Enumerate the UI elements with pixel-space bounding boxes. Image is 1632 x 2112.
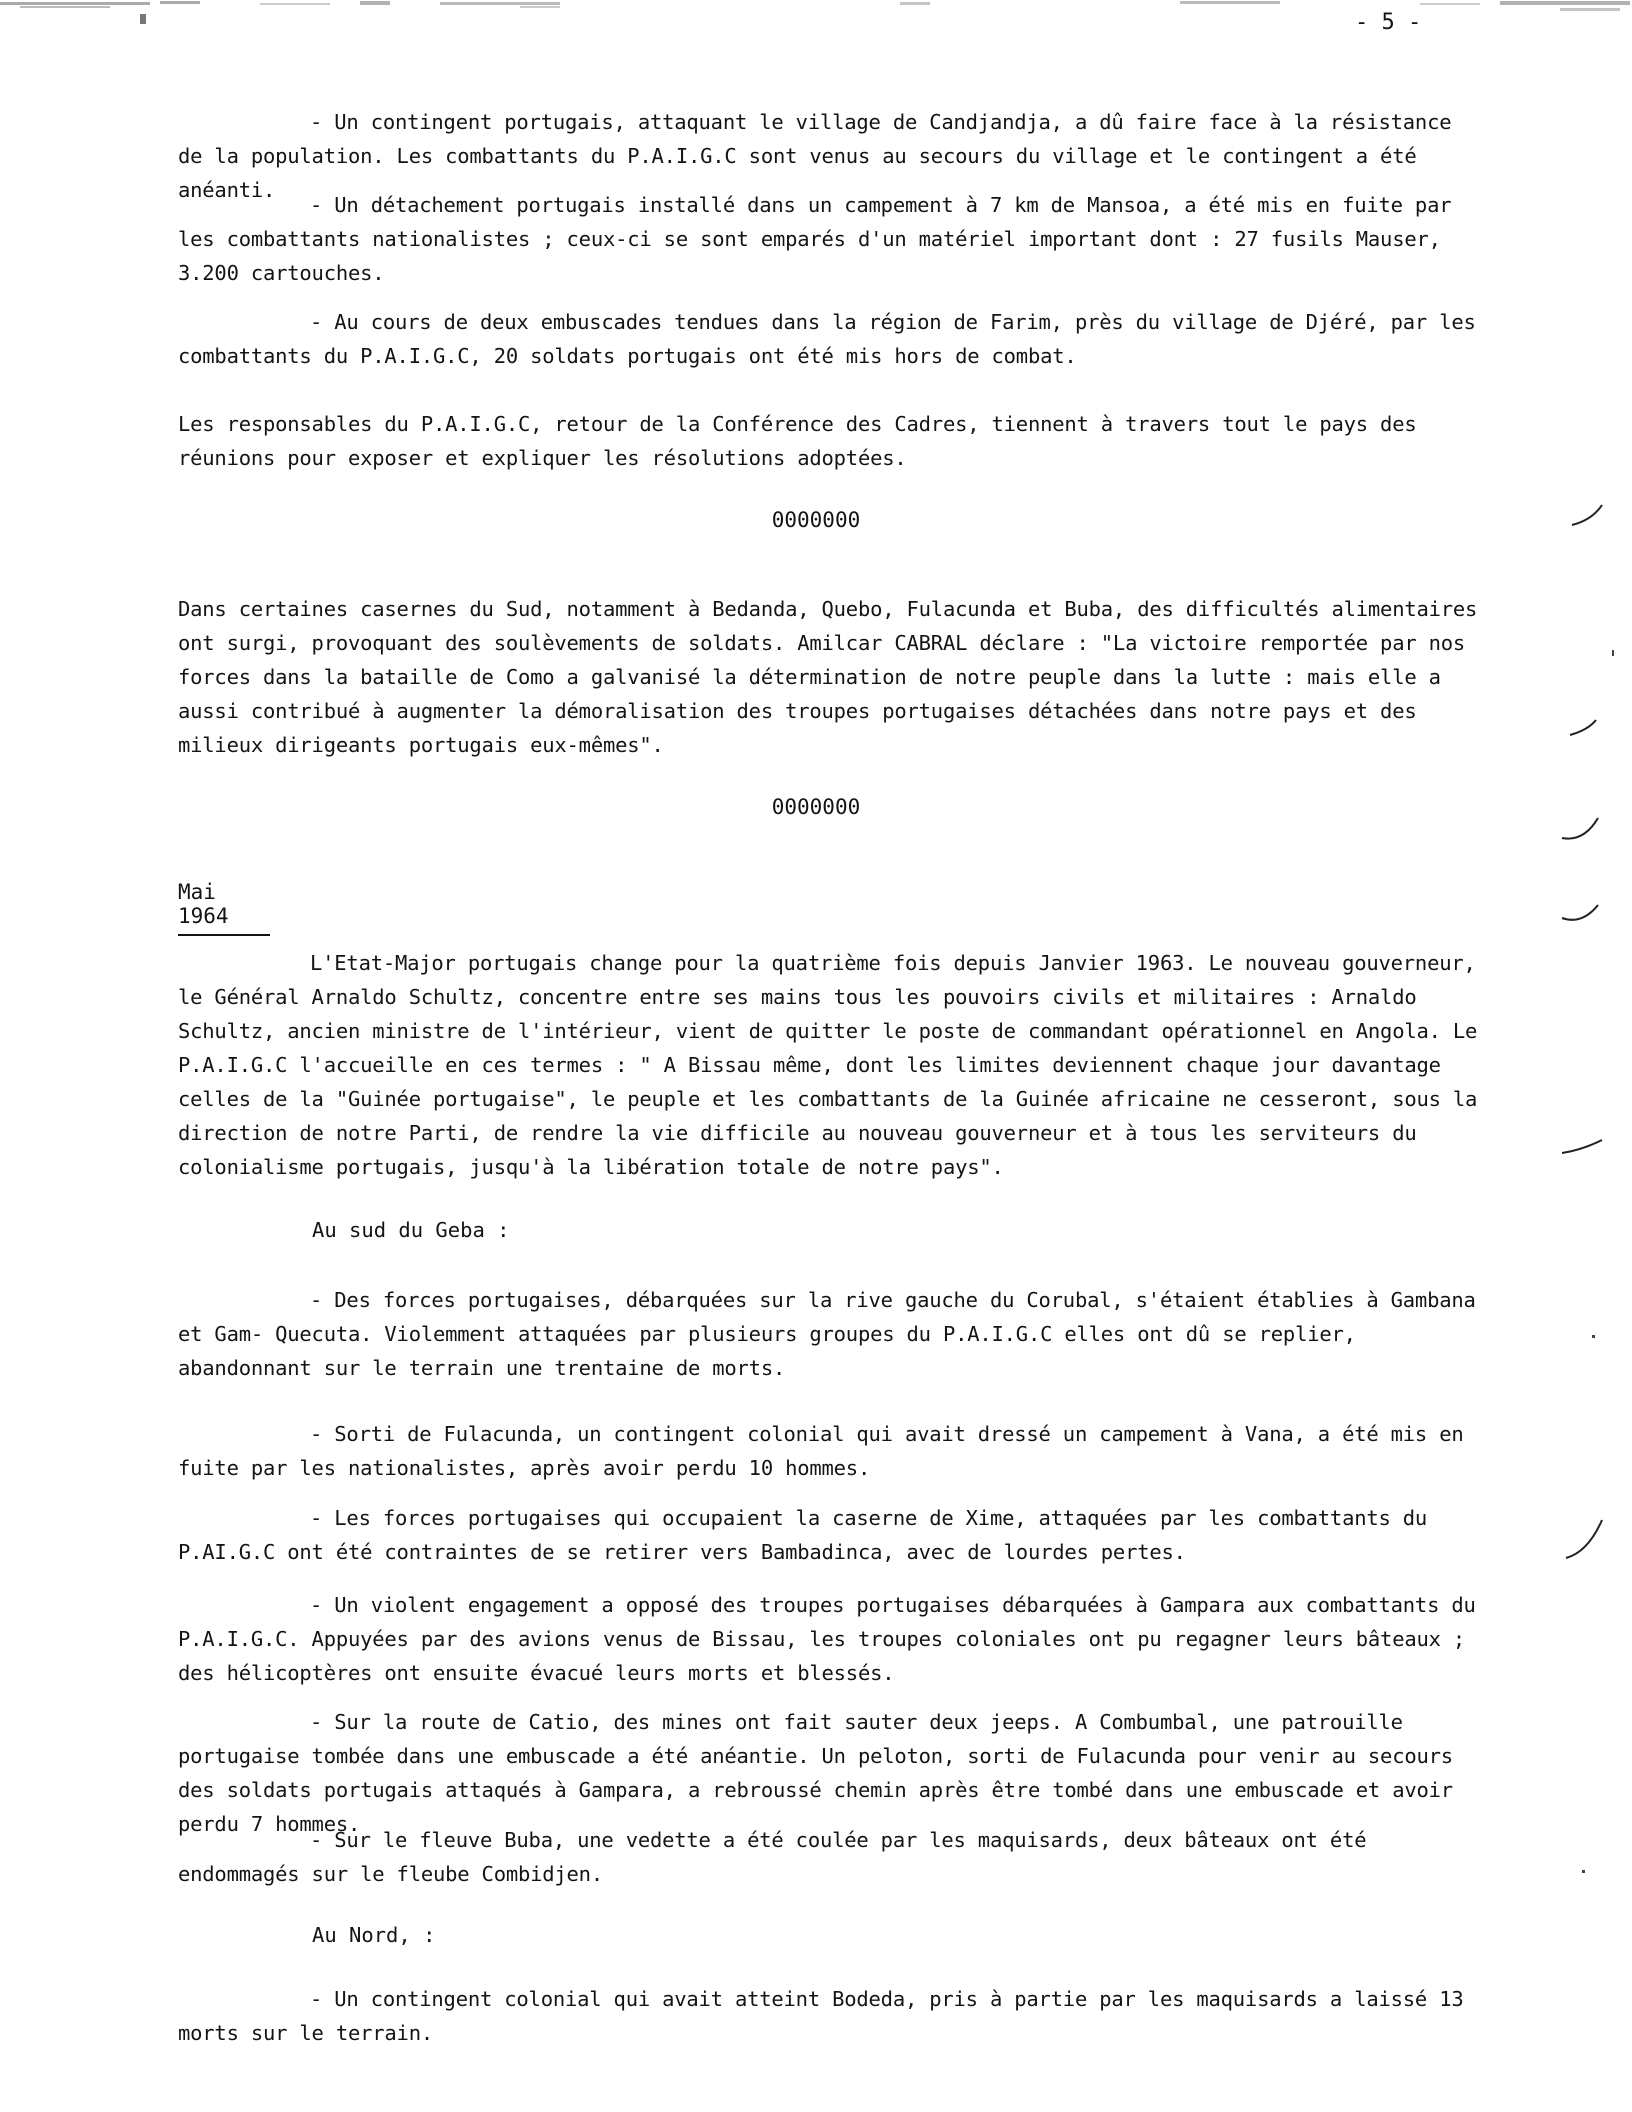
paragraph-text: - Sur le fleuve Buba, une vedette a été coulée par les maquisards, deux bâteaux ont été endommagés sur le fleube Combidjen. bbox=[178, 1828, 1379, 1886]
paragraph-text: - Des forces portugaises, débarquées sur la rive gauche du Corubal, s'étaient établies à Gambana et Gam- Quecuta. Violemment attaquées par plusieurs groupes du P.A.I.G.C elles ont dû se replier, abandonnant sur le terrain une trentaine de morts. bbox=[178, 1288, 1488, 1380]
page-number: - 5 - bbox=[1355, 10, 1422, 35]
paragraph-text: Les responsables du P.A.I.G.C, retour de la Conférence des Cadres, tiennent à travers tout le pays des réunions pour exposer et expliquer les résolutions adoptées. bbox=[178, 412, 1429, 470]
paragraph bbox=[178, 305, 1488, 373]
paragraph bbox=[178, 1501, 1478, 1569]
paragraph bbox=[178, 592, 1490, 762]
paragraph-text: - Les forces portugaises qui occupaient la caserne de Xime, attaquées par les combattants du P.AI.G.C ont été contraintes de se retirer vers Bambadinca, avec de lourdes pertes. bbox=[178, 1506, 1440, 1564]
subheading-north: Au Nord, : bbox=[312, 1923, 436, 1947]
paragraph bbox=[178, 1705, 1478, 1841]
paragraph bbox=[178, 188, 1478, 290]
paragraph bbox=[178, 1982, 1478, 2050]
section-separator: 0000000 bbox=[771, 508, 861, 532]
paragraph-text: - Un contingent portugais, attaquant le village de Candjandja, a dû faire face à la résistance de la population. Les combattants du P.A.I.G.C sont venus au secours du village et le contingent a été anéanti. bbox=[178, 110, 1464, 202]
subheading-south: Au sud du Geba : bbox=[312, 1218, 510, 1242]
paragraph-text: - Sorti de Fulacunda, un contingent colonial qui avait dressé un campement à Vana, a été mis en fuite par les nationalistes, après avoir perdu 10 hommes. bbox=[178, 1422, 1476, 1480]
paragraph-text: - Un détachement portugais installé dans un campement à 7 km de Mansoa, a été mis en fuite par les combattants nationalistes ; ceux-ci se sont emparés d'un matériel important dont : 27 fusils Mauser, 3.200 cartouches. bbox=[178, 193, 1464, 285]
paragraph bbox=[178, 407, 1478, 475]
paragraph-text: Dans certaines casernes du Sud, notamment à Bedanda, Quebo, Fulacunda et Buba, des difficultés alimentaires ont surgi, provoquant des soulèvements de soldats. Amilcar CABRAL déclare : "La victoire remportée par nos forces dans la bataille de Como a galvanisé la détermination de notre peuple dans la lutte : mais elle a aussi contribué à augmenter la démoralisation des troupes portugaises détachées dans notre pays et des milieux dirigeants portugais eux-mêmes". bbox=[178, 597, 1490, 757]
section-separator: 0000000 bbox=[771, 795, 861, 819]
paragraph-text: - Au cours de deux embuscades tendues dans la région de Farim, près du village de Djéré, par les combattants du P.A.I.G.C, 20 soldats portugais ont été mis hors de combat. bbox=[178, 310, 1488, 368]
paragraph-text: - Sur la route de Catio, des mines ont fait sauter deux jeeps. A Combumbal, une patrouille portugaise tombée dans une embuscade a été anéantie. Un peloton, sorti de Fulacunda pour venir au secours des soldats portugais attaqués à Gampara, a rebroussé chemin après être tombé dans une embuscade et avoir perdu 7 hommes. bbox=[178, 1710, 1466, 1836]
paragraph-text: - Un violent engagement a opposé des troupes portugaises débarquées à Gampara aux combattants du P.A.I.G.C. Appuyées par des avions venus de Bissau, les troupes coloniales ont pu regagner leurs bâteaux ; des hélicoptères ont ensuite évacué leurs morts et blessés. bbox=[178, 1593, 1488, 1685]
paragraph bbox=[178, 1588, 1488, 1690]
paragraph-text: - Un contingent colonial qui avait atteint Bodeda, pris à partie par les maquisards a laissé 13 morts sur le terrain. bbox=[178, 1987, 1476, 2045]
paragraph-text: L'Etat-Major portugais change pour la quatrième fois depuis Janvier 1963. Le nouveau gouverneur, le Général Arnaldo Schultz, concentre entre ses mains tous les pouvoirs civils et militaires : Arnaldo Schultz, ancien ministre de l'intérieur, vient de quitter le poste de commandant opérationnel en Angola. Le P.A.I.G.C l'accueille en ces termes : " A Bissau même, dont les limites deviennent chaque jour davantage celles de la "Guinée portugaise", le peuple et les combattants de la Guinée africaine ne cesseront, sous la direction de notre Parti, de rendre la vie difficile au nouveau gouverneur et à tous les serviteurs du colonialisme portugais, jusqu'à la libération totale de notre pays". bbox=[178, 951, 1490, 1179]
paragraph bbox=[178, 1417, 1478, 1485]
paragraph bbox=[178, 1823, 1478, 1891]
margin-scan-marks bbox=[1552, 0, 1632, 2112]
paragraph bbox=[178, 946, 1490, 1184]
paragraph bbox=[178, 1283, 1488, 1385]
month-heading: Mai 1964 bbox=[178, 880, 270, 936]
